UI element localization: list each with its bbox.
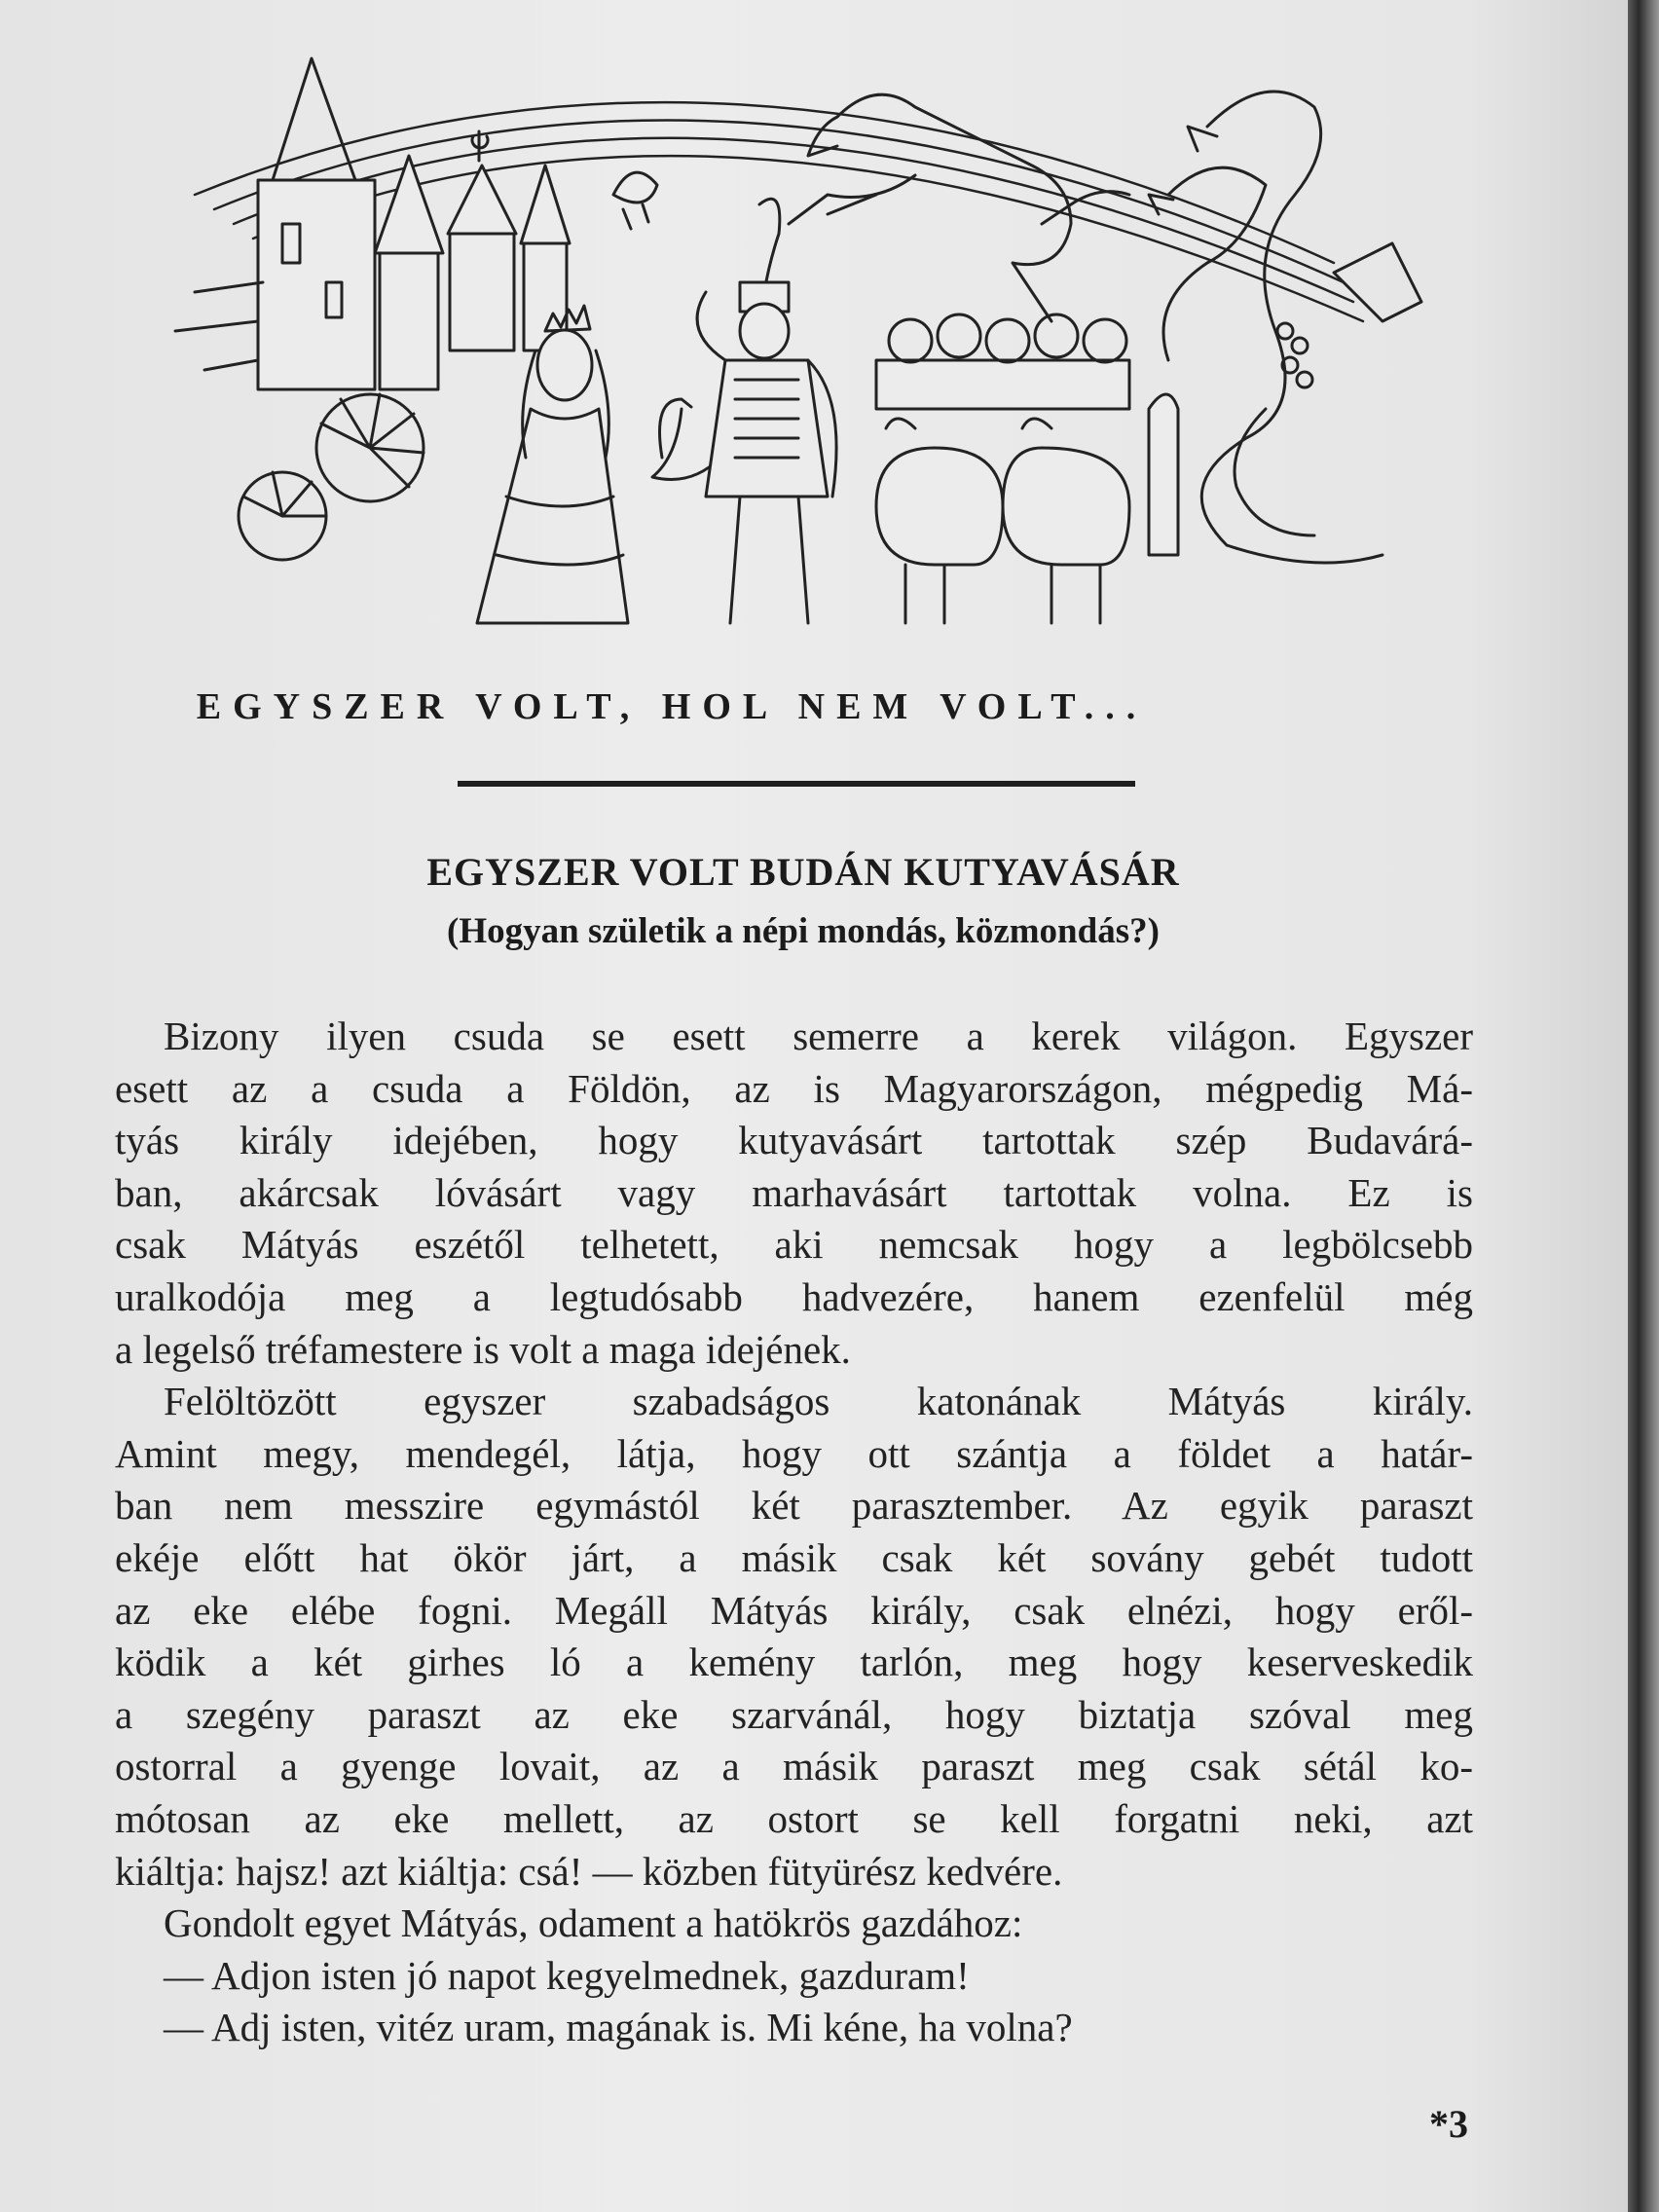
story-title: EGYSZER VOLT BUDÁN KUTYAVÁSÁR [426, 850, 1180, 894]
ox-cart-drawing [876, 314, 1178, 623]
hussar-drawing [697, 199, 836, 623]
text-line: — Adj isten, vitéz uram, magának is. Mi kéne, ha volna? [164, 2005, 1073, 2050]
text-line: Bizony ilyen csuda se esett semerre a kerek világon. Egyszer [164, 1014, 1473, 1058]
text-line: ban nem messzire egymástól két parasztember. Az egyik paraszt [115, 1483, 1473, 1529]
shell-fans-drawing [239, 394, 424, 560]
text-line: tyás király idejében, hogy kutyavásárt tartottak szép Budavárá- [115, 1118, 1473, 1163]
text-line: — Adjon isten jó napot kegyelmednek, gazduram! [164, 1952, 970, 1998]
text-line: ostorral a gyenge lovait, az a másik paraszt meg csak sétál ko- [115, 1744, 1473, 1789]
divider-rule [458, 781, 1135, 787]
fairy-tale-illustration [136, 39, 1460, 662]
text-line: a legelső tréfamestere is volt a maga idejének. [115, 1326, 851, 1372]
text-line: Felöltözött egyszer szabadságos katonának Mátyás király. [164, 1379, 1473, 1424]
text-line: kiáltja: hajsz! azt kiáltja: csá! — közben fütyürész kedvére. [115, 1848, 1063, 1894]
page-number: *3 [1429, 2102, 1468, 2146]
princess-drawing [477, 306, 628, 623]
book-spine-shadow [1628, 0, 1659, 2212]
bird-drawing [613, 172, 657, 229]
section-title: EGYSZER VOLT, HOL NEM VOLT... [196, 686, 1148, 727]
text-line: ködik a két girhes ló a kemény tarlón, meg hogy keserveskedik [115, 1640, 1473, 1685]
text-line: az eke elébe fogni. Megáll Mátyás király, csak elnézi, hogy eről- [115, 1587, 1473, 1633]
story-subtitle: (Hogyan születik a népi mondás, közmondás?) [447, 911, 1160, 951]
text-line: a szegény paraszt az eke szarvánál, hogy biztatja szóval meg [115, 1691, 1473, 1737]
text-line: Amint megy, mendegél, látja, hogy ott szántja a földet a határ- [115, 1430, 1473, 1476]
text-line: ekéje előtt hat ökör járt, a másik csak két sovány gebét tudott [115, 1534, 1473, 1580]
text-line: csak Mátyás eszétől telhetett, aki nemcsak hogy a legbölcsebb [115, 1222, 1473, 1268]
story-body [115, 1011, 1473, 2054]
text-line: esett az a csuda a Földön, az is Magyarországon, mégpedig Má- [115, 1065, 1473, 1111]
dragon-drawing [1149, 92, 1421, 563]
text-line: ban, akárcsak lóvásárt vagy marhavásárt tartottak volna. Ez is [115, 1169, 1473, 1215]
text-line: Gondolt egyet Mátyás, odament a hatökrös gazdához: [164, 1900, 1023, 1946]
horse-drawing [789, 94, 1129, 321]
text-line: mótosan az eke mellett, az ostort se kell forgatni neki, azt [115, 1795, 1473, 1841]
text-line: uralkodója meg a legtudósabb hadvezére, hanem ezenfelül még [115, 1273, 1473, 1319]
